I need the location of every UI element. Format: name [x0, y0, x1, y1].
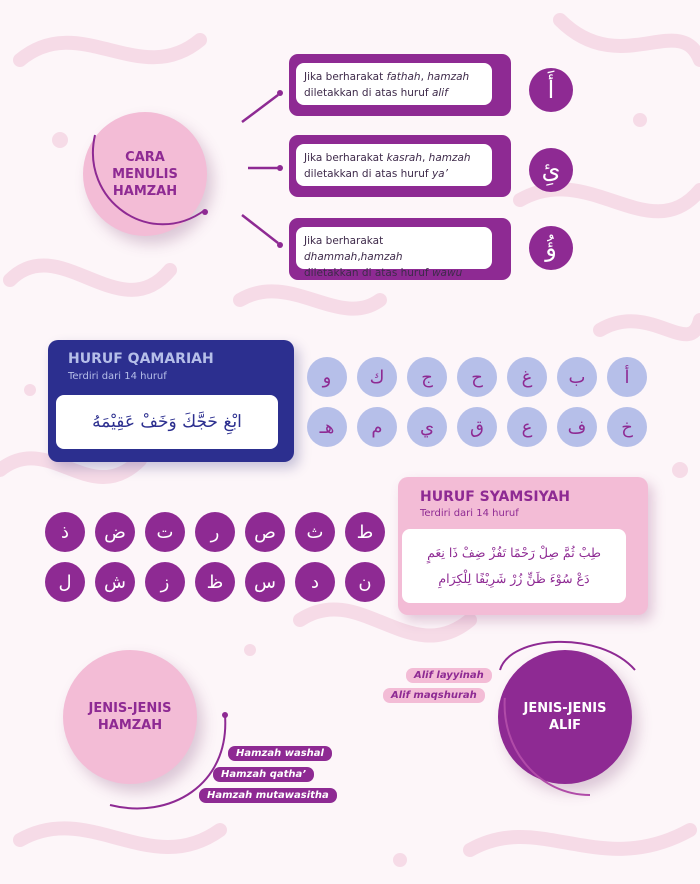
syamsiyah-letter: س	[245, 562, 285, 602]
qamariah-letter: ق	[457, 407, 497, 447]
huruf-name: alif	[431, 87, 448, 99]
alif-type-pill: Alif maqshurah	[383, 688, 485, 703]
syamsiyah-letter: ر	[195, 512, 235, 552]
syamsiyah-phrase-line1: طِبْ ثُمَّ صِلْ رَحْمًا تَفُزْ ضِفْ ذَا نِعَمٍ	[427, 545, 601, 560]
rule-text: diletakkan di atas huruf	[304, 267, 432, 279]
qamariah-letter: ح	[457, 357, 497, 397]
hamzah-word: hamzah	[428, 152, 471, 164]
syamsiyah-letter: ن	[345, 562, 385, 602]
harakat-name: dhammah	[304, 251, 358, 263]
qamariah-letter: م	[357, 407, 397, 447]
hamzah-wawu-letter: ؤُ	[529, 226, 573, 270]
syamsiyah-letter: ظ	[195, 562, 235, 602]
qamariah-title: HURUF QAMARIAH	[68, 351, 214, 367]
huruf-name: wawu	[431, 267, 463, 279]
qamariah-letter: هـ	[307, 407, 347, 447]
qamariah-letter: ك	[357, 357, 397, 397]
rule-text: Jika berharakat	[304, 71, 387, 83]
syamsiyah-letter: ل	[45, 562, 85, 602]
harakat-name: fathah	[386, 71, 421, 83]
syamsiyah-phrase-line2: دَعْ سُوْءَ ظَنٍّ زُرْ شَرِيْفًا لِلْكِرَامِ	[438, 571, 590, 586]
syamsiyah-letter: ز	[145, 562, 185, 602]
rule-text: ,	[357, 251, 361, 263]
rule-text: Jika berharakat	[304, 235, 384, 247]
syamsiyah-letter: ط	[345, 512, 385, 552]
qamariah-letter: خ	[607, 407, 647, 447]
syamsiyah-letter: ض	[95, 512, 135, 552]
qamariah-letter: غ	[507, 357, 547, 397]
syamsiyah-subtitle: Terdiri dari 14 huruf	[420, 508, 519, 519]
cara-menulis-title: CARA MENULIS HAMZAH	[112, 149, 178, 199]
syamsiyah-letter: ث	[295, 512, 335, 552]
syamsiyah-title: HURUF SYAMSIYAH	[420, 489, 570, 505]
qamariah-phrase: ابْغِ حَجَّكَ وَخَفْ عَقِيْمَهُ	[56, 395, 278, 449]
syamsiyah-letter: د	[295, 562, 335, 602]
syamsiyah-letter: ش	[95, 562, 135, 602]
rule-text-dhammah	[296, 227, 492, 279]
qamariah-letter: ي	[407, 407, 447, 447]
jenis-alif-title-line2: ALIF	[548, 718, 582, 733]
syamsiyah-letter: ذ	[45, 512, 85, 552]
syamsiyah-letter: ت	[145, 512, 185, 552]
qamariah-subtitle: Terdiri dari 14 huruf	[68, 371, 167, 382]
rule-text: diletakkan di atas huruf	[304, 168, 432, 180]
rule-text: diletakkan di atas huruf	[304, 87, 432, 99]
qamariah-card	[48, 340, 294, 462]
hamzah-alif-letter: أَ	[529, 68, 573, 112]
rule-text: ,	[420, 71, 428, 83]
qamariah-letter: ف	[557, 407, 597, 447]
qamariah-letter: ب	[557, 357, 597, 397]
jenis-alif-arc	[460, 630, 660, 810]
huruf-name: ya’	[431, 168, 448, 180]
jenis-alif-title-line1: JENIS-JENIS	[523, 701, 607, 716]
qamariah-letter: و	[307, 357, 347, 397]
jenis-hamzah-title-line1: JENIS-JENIS	[88, 701, 172, 716]
hamzah-type-pill: Hamzah washal	[228, 746, 332, 761]
syamsiyah-letter: ص	[245, 512, 285, 552]
rule-text-kasrah	[296, 144, 492, 186]
hamzah-type-pill: Hamzah mutawasitha	[199, 788, 337, 803]
qamariah-letter: ج	[407, 357, 447, 397]
hamzah-ya-letter: ئِ	[529, 148, 573, 192]
rule-text: Jika berharakat	[304, 152, 387, 164]
syamsiyah-card	[398, 477, 648, 615]
rule-text-fathah	[296, 63, 492, 105]
qamariah-letter: ع	[507, 407, 547, 447]
hamzah-type-pill: Hamzah qatha’	[213, 767, 314, 782]
syamsiyah-phrase-box	[402, 529, 626, 603]
harakat-name: kasrah	[386, 152, 422, 164]
hamzah-word: hamzah	[427, 71, 470, 83]
rule-text: ,	[421, 152, 429, 164]
jenis-hamzah-title-line2: HAMZAH	[97, 718, 163, 733]
qamariah-letter: أ	[607, 357, 647, 397]
hamzah-word: hamzah	[360, 251, 403, 263]
alif-type-pill: Alif layyinah	[406, 668, 492, 683]
